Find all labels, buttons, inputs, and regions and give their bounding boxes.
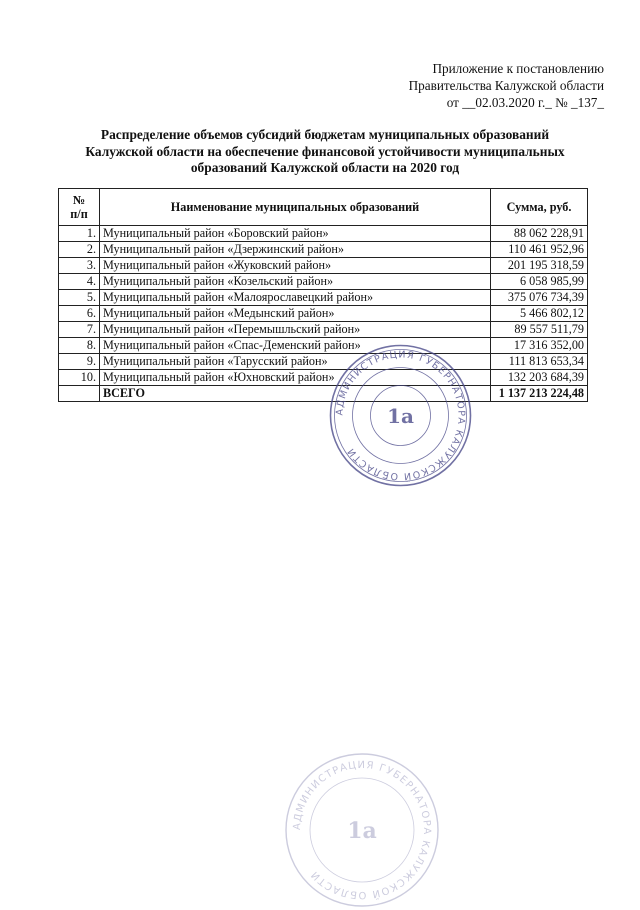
row-number: 8. — [59, 338, 100, 354]
appendix-line-1: Приложение к постановлению — [432, 61, 604, 76]
official-seal-stamp — [328, 343, 473, 488]
table-row — [59, 322, 588, 338]
row-sum: 88 062 228,91 — [491, 226, 588, 242]
row-municipality-name: Муниципальный район «Спас-Деменский район» — [100, 338, 491, 354]
row-municipality-name: Муниципальный район «Юхновский район» — [100, 370, 491, 386]
title-line-1: Распределение объемов субсидий бюджетам муниципальных образований — [100, 127, 550, 142]
total-sum: 1 137 213 224,48 — [491, 386, 588, 402]
appendix-line-3: от __02.03.2020 г._ № _137_ — [446, 95, 604, 110]
row-sum: 201 195 318,59 — [491, 258, 588, 274]
table-row — [59, 290, 588, 306]
row-sum: 6 058 985,99 — [491, 274, 588, 290]
row-municipality-name: Муниципальный район «Боровский район» — [100, 226, 491, 242]
table-row — [59, 306, 588, 322]
total-label: ВСЕГО — [100, 386, 491, 402]
row-sum: 17 316 352,00 — [491, 338, 588, 354]
row-sum: 111 813 653,34 — [491, 354, 588, 370]
title-line-3: образований Калужской области на 2020 год — [190, 160, 460, 175]
table-row — [59, 258, 588, 274]
row-number: 1. — [59, 226, 100, 242]
table-row — [59, 242, 588, 258]
row-number: 9. — [59, 354, 100, 370]
document-title — [60, 127, 590, 177]
row-number: 6. — [59, 306, 100, 322]
header-number-label: п/п — [70, 207, 88, 221]
row-number: 3. — [59, 258, 100, 274]
subsidy-table — [58, 188, 588, 402]
table-row — [59, 354, 588, 370]
row-sum: 132 203 684,39 — [491, 370, 588, 386]
table-row — [59, 274, 588, 290]
table-row — [59, 226, 588, 242]
seal-ghost-center-text: 1а — [347, 818, 377, 844]
total-row — [59, 386, 588, 402]
header-number-sign: № — [72, 193, 86, 207]
row-sum: 5 466 802,12 — [491, 306, 588, 322]
row-sum: 89 557 511,79 — [491, 322, 588, 338]
row-municipality-name: Муниципальный район «Малоярославецкий район» — [100, 290, 491, 306]
appendix-line-2: Правительства Калужской области — [408, 78, 604, 93]
row-municipality-name: Муниципальный район «Козельский район» — [100, 274, 491, 290]
header-number — [59, 189, 100, 226]
seal-text: АДМИНИСТРАЦИЯ ГУБЕРНАТОРА КАЛУЖСКОЙ ОБЛАСТИ — [334, 349, 467, 482]
seal-center-text: 1а — [387, 404, 414, 428]
row-number: 7. — [59, 322, 100, 338]
row-sum: 110 461 952,96 — [491, 242, 588, 258]
header-sum: Сумма, руб. — [491, 189, 588, 226]
row-municipality-name: Муниципальный район «Жуковский район» — [100, 258, 491, 274]
row-municipality-name: Муниципальный район «Медынский район» — [100, 306, 491, 322]
table-row — [59, 370, 588, 386]
seal-stamp-ghost — [282, 750, 442, 910]
row-municipality-name: Муниципальный район «Тарусский район» — [100, 354, 491, 370]
title-line-2: Калужской области на обеспечение финансовой устойчивости муниципальных — [85, 143, 565, 159]
total-empty-cell — [59, 386, 100, 402]
row-municipality-name: Муниципальный район «Дзержинский район» — [100, 242, 491, 258]
row-number: 10. — [59, 370, 100, 386]
row-number: 5. — [59, 290, 100, 306]
appendix-header — [409, 60, 604, 111]
table-row — [59, 338, 588, 354]
row-sum: 375 076 734,39 — [491, 290, 588, 306]
row-number: 2. — [59, 242, 100, 258]
seal-ghost-text: АДМИНИСТРАЦИЯ ГУБЕРНАТОРА КАЛУЖСКОЙ ОБЛАСТИ — [291, 759, 433, 901]
row-municipality-name: Муниципальный район «Перемышльский район» — [100, 322, 491, 338]
row-number: 4. — [59, 274, 100, 290]
header-name: Наименование муниципальных образований — [100, 189, 491, 226]
table-header-row — [59, 189, 588, 226]
